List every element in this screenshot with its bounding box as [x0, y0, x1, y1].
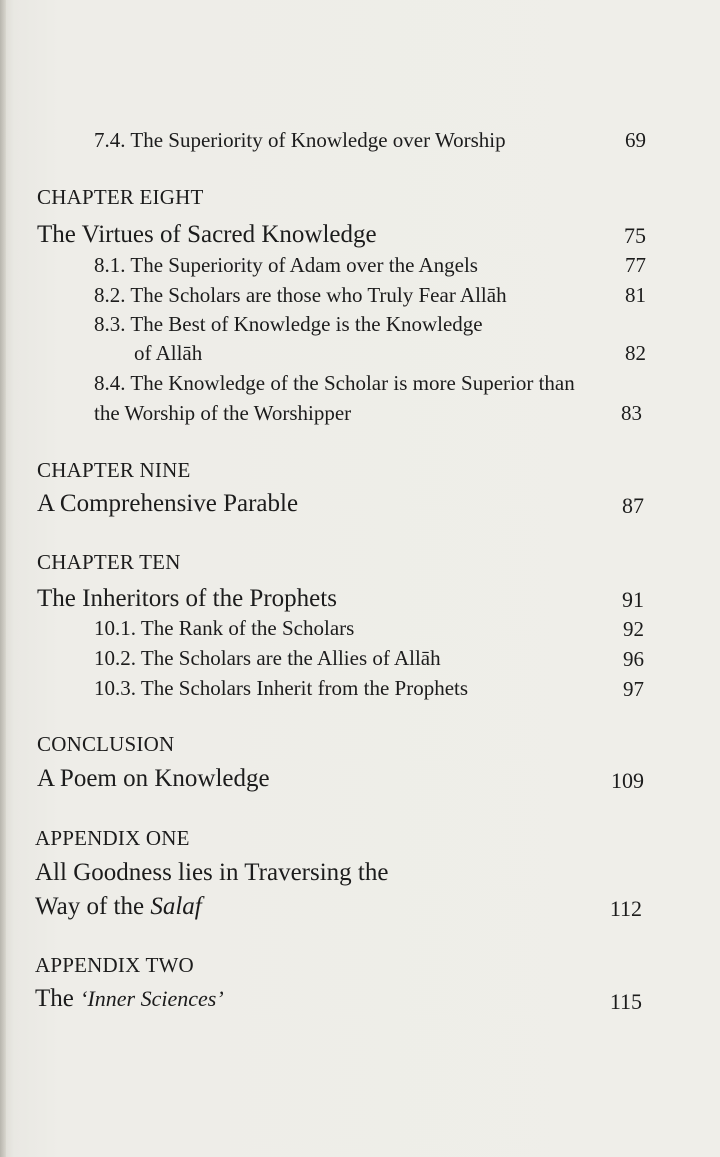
chapter-eight-title: The Virtues of Sacred Knowledge [37, 221, 377, 248]
toc-page-8-2: 81 [625, 283, 646, 307]
toc-entry-10-3: 10.3. The Scholars Inherit from the Prophets [94, 676, 469, 700]
conclusion-page: 109 [611, 768, 644, 793]
appendix-one-title-line1: All Goodness lies in Traversing the [35, 859, 389, 886]
toc-entry-8-3-line1: 8.3. The Best of Knowledge is the Knowledge [94, 312, 483, 336]
toc-page-7-4: 69 [625, 128, 646, 152]
appendix-one-page: 112 [609, 896, 642, 921]
appendix-two-title-prefix: The [35, 985, 81, 1012]
appendix-two-title-italic: ‘Inner Sciences’ [80, 986, 224, 1011]
chapter-nine-title: A Comprehensive Parable [37, 490, 299, 517]
toc-entry-10-1: 10.1. The Rank of the Scholars [94, 616, 355, 640]
chapter-nine-page: 87 [622, 493, 644, 518]
chapter-nine-label: CHAPTER NINE [37, 458, 191, 482]
chapter-eight-label: CHAPTER EIGHT [37, 185, 204, 209]
conclusion-title: A Poem on Knowledge [37, 765, 270, 792]
conclusion-label: CONCLUSION [37, 732, 175, 756]
chapter-ten-page: 91 [622, 587, 644, 612]
chapter-eight-page: 75 [624, 223, 646, 248]
toc-page-10-1: 92 [623, 617, 644, 641]
appendix-one-title-prefix: Way of the [35, 893, 151, 920]
toc-entry-8-1: 8.1. The Superiority of Adam over the Angels [94, 253, 478, 277]
chapter-ten-label: CHAPTER TEN [37, 550, 181, 574]
toc-entry-8-4-line1: 8.4. The Knowledge of the Scholar is more Superior than [94, 371, 575, 395]
toc-page-8-3: 82 [625, 341, 646, 365]
toc-page-10-3: 97 [623, 677, 644, 701]
appendix-one-title-italic: Salaf [150, 893, 202, 920]
toc-page-8-4: 83 [621, 401, 642, 425]
appendix-one-label: APPENDIX ONE [35, 826, 190, 850]
appendix-two-label: APPENDIX TWO [35, 953, 194, 977]
appendix-two-title [35, 986, 224, 1011]
toc-page-10-2: 96 [623, 647, 644, 671]
toc-entry-10-2: 10.2. The Scholars are the Allies of Allāh [94, 646, 441, 670]
toc-entry-8-2: 8.2. The Scholars are those who Truly Fear Allāh [94, 283, 507, 307]
toc-entry-7-4: 7.4. The Superiority of Knowledge over Worship [94, 128, 506, 152]
chapter-ten-title: The Inheritors of the Prophets [37, 585, 337, 612]
toc-page-8-1: 77 [625, 253, 646, 277]
toc-entry-8-3-line2: of Allāh [134, 341, 203, 365]
appendix-two-page: 115 [609, 989, 642, 1014]
toc-entry-8-4-line2: the Worship of the Worshipper [94, 401, 352, 425]
appendix-one-title-line2 [35, 894, 202, 919]
